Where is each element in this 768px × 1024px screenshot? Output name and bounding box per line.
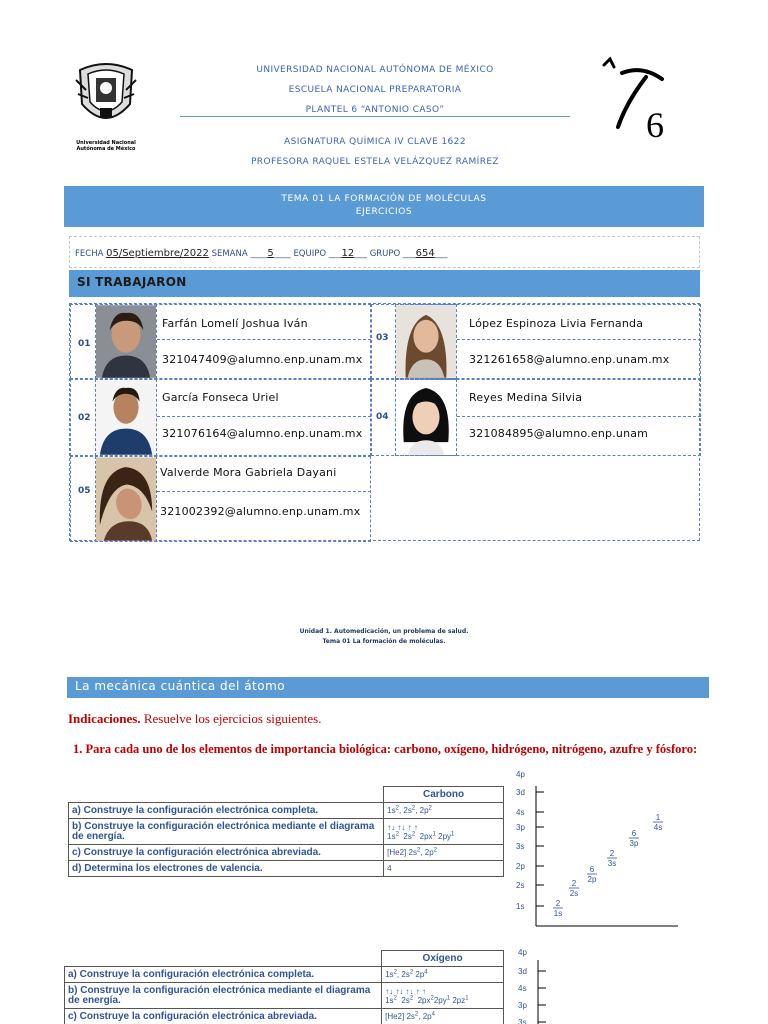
question-a: a) Construye la configuración electrónica completa. xyxy=(69,803,384,819)
section-title: La mecánica cuántica del átomo xyxy=(67,677,709,698)
orbital-label: 4s xyxy=(653,823,663,832)
plantel-6-logo-icon xyxy=(596,55,686,145)
oxigeno-title: Oxígeno xyxy=(382,951,504,967)
energy-level-label: 2p xyxy=(516,862,525,871)
member-name: López Espinoza Livia Fernanda xyxy=(469,317,644,330)
question-d: d) Determina los electrones de valencia. xyxy=(69,861,384,877)
carbono-title: Carbono xyxy=(384,787,504,803)
member-number: 01 xyxy=(78,339,91,349)
orbital-label: 2p xyxy=(587,875,597,884)
carbono-config-completa: $1s^2$, $2s^2$, $2p^2$ xyxy=(384,803,504,819)
energy-level-label: 1s xyxy=(516,902,525,911)
question-1: 1. Para cada uno de los elementos de importancia biológica: carbono, oxígeno, hidrógeno, nitrógeno, azufre y fósforo: xyxy=(73,742,698,756)
carbono-config-diagrama: ↑↓ ↑↓ ↑ ↑ $1s^2$ $2s^2$ $2px^1$ $2py^1$ xyxy=(384,819,504,845)
member-name: Valverde Mora Gabriela Dayani xyxy=(160,466,337,479)
orbital-count: 2 xyxy=(555,899,561,908)
energy-level-label: 3s xyxy=(516,842,525,851)
grupo-value: 654 xyxy=(415,248,435,259)
header-line-plantel: PLANTEL 6 “ANTONIO CASO” xyxy=(305,105,445,115)
question-b: b) Construye la configuración electrónica mediante el diagrama de energía. xyxy=(65,983,382,1009)
oxigeno-config-abreviada: [He2] $2s^2$, $2p^4$ xyxy=(382,1009,504,1024)
tema-banner xyxy=(64,186,704,227)
energy-level-label: 3p xyxy=(518,1001,527,1010)
orbital-count: 1 xyxy=(655,813,661,822)
orbital-count: 2 xyxy=(609,849,615,858)
energy-level-label: 4s xyxy=(518,984,527,993)
si-trabajaron-bar: SI TRABAJARON xyxy=(69,270,700,297)
orbital-count: 2 xyxy=(571,879,577,888)
person-photo-icon xyxy=(396,380,456,455)
member-photo xyxy=(95,304,157,379)
orbital-label: 3p xyxy=(629,839,639,848)
member-email: 321047409@alumno.enp.unam.mx xyxy=(162,353,363,366)
orbital-label: 3s xyxy=(607,859,617,868)
member-number: 04 xyxy=(376,412,389,422)
member-name: García Fonseca Uriel xyxy=(162,391,279,404)
member-email: 321084895@alumno.enp.unam xyxy=(469,427,649,440)
person-photo-icon xyxy=(96,457,156,541)
orbital-count: 6 xyxy=(589,865,595,874)
members-grid xyxy=(69,303,700,541)
question-c: c) Construye la configuración electrónica abreviada. xyxy=(69,845,384,861)
unidad-caption: Unidad 1. Automedicación, un problema de salud. Tema 01 La formación de moléculas. xyxy=(299,628,469,645)
header-divider xyxy=(180,116,570,117)
energy-level-label: 3d xyxy=(516,788,525,797)
oxigeno-energy-diagram xyxy=(508,942,568,1024)
oxigeno-table xyxy=(64,950,504,1024)
member-name: Reyes Medina Silvia xyxy=(469,391,583,404)
member-number: 05 xyxy=(78,486,91,496)
header-line-subject: ASIGNATURA QUÍMICA IV CLAVE 1622 xyxy=(284,137,466,147)
member-photo xyxy=(95,456,157,542)
member-email: 321076164@alumno.enp.unam.mx xyxy=(162,427,363,440)
header-institution xyxy=(180,62,570,174)
carbono-energy-diagram xyxy=(508,764,688,934)
person-photo-icon xyxy=(96,380,156,455)
energy-level-label: 3p xyxy=(516,823,525,832)
energy-level-label: 4p xyxy=(518,948,527,957)
equipo-label: EQUIPO xyxy=(293,249,327,259)
indicaciones: Indicaciones. Resuelve los ejercicios siguientes. xyxy=(68,711,322,726)
member-email: 321261658@alumno.enp.unam.mx xyxy=(469,353,670,366)
member-photo xyxy=(395,304,457,379)
tema-title: TEMA 01 LA FORMACIÓN DE MOLÉCULAS xyxy=(281,194,487,204)
orbital-count: 6 xyxy=(631,829,637,838)
member-number: 03 xyxy=(376,333,389,343)
oxigeno-config-completa: $1s^2$, $2s^2$ $2p^4$ xyxy=(382,967,504,983)
header-line-school: ESCUELA NACIONAL PREPARATORIA xyxy=(288,85,462,95)
orbital-label: 2s xyxy=(569,889,579,898)
equipo-value: 12 xyxy=(341,248,355,259)
carbono-table xyxy=(68,786,504,877)
semana-value: 5 xyxy=(267,248,274,259)
header-line-university: UNIVERSIDAD NACIONAL AUTÓNOMA DE MÉXICO xyxy=(256,65,494,75)
member-photo xyxy=(95,379,157,456)
carbono-config-abreviada: [He2] $2s^2$, $2p^2$ xyxy=(384,845,504,861)
person-photo-icon xyxy=(396,305,456,378)
fecha-label: FECHA xyxy=(75,249,104,259)
carbono-valencia: 4 xyxy=(384,861,504,877)
oxigeno-config-diagrama: ↑↓ ↑↓ ↑↓ ↑ ↑ $1s^2$ $2s^2$ $2px^22py^1$ $2pz^1$ xyxy=(382,983,504,1009)
energy-level-label: 3s xyxy=(518,1018,527,1024)
member-email: 321002392@alumno.enp.unam.mx xyxy=(160,505,361,518)
fecha-row: FECHA 05/Septiembre/2022 SEMANA ____5____ EQUIPO ___12___ GRUPO ___654___ xyxy=(69,236,700,268)
grupo-label: GRUPO xyxy=(369,249,401,259)
member-name: Farfán Lomelí Joshua Iván xyxy=(162,317,308,330)
person-photo-icon xyxy=(96,305,156,378)
member-photo xyxy=(395,379,457,456)
energy-level-label: 3d xyxy=(518,967,527,976)
orbital-label: 1s xyxy=(553,909,563,918)
question-a: a) Construye la configuración electrónica completa. xyxy=(65,967,382,983)
member-number: 02 xyxy=(78,413,91,423)
question-c: c) Construye la configuración electrónica abreviada. xyxy=(65,1009,382,1024)
unam-crest xyxy=(74,60,138,150)
semana-label: SEMANA xyxy=(211,249,248,259)
question-b: b) Construye la configuración electrónica mediante el diagrama de energía. xyxy=(69,819,384,845)
crest-caption: Universidad Nacional Autónoma de México xyxy=(76,140,136,152)
unam-crest-icon xyxy=(74,60,138,134)
energy-level-label: 2s xyxy=(516,881,525,890)
tema-subtitle: EJERCICIOS xyxy=(355,207,413,217)
energy-level-label: 4p xyxy=(516,770,525,779)
svg-text:6: 6 xyxy=(646,105,664,145)
header-line-teacher: PROFESORA RAQUEL ESTELA VELÁZQUEZ RAMÍREZ xyxy=(250,157,499,167)
energy-level-label: 4s xyxy=(516,808,525,817)
fecha-value: 05/Septiembre/2022 xyxy=(106,248,209,259)
